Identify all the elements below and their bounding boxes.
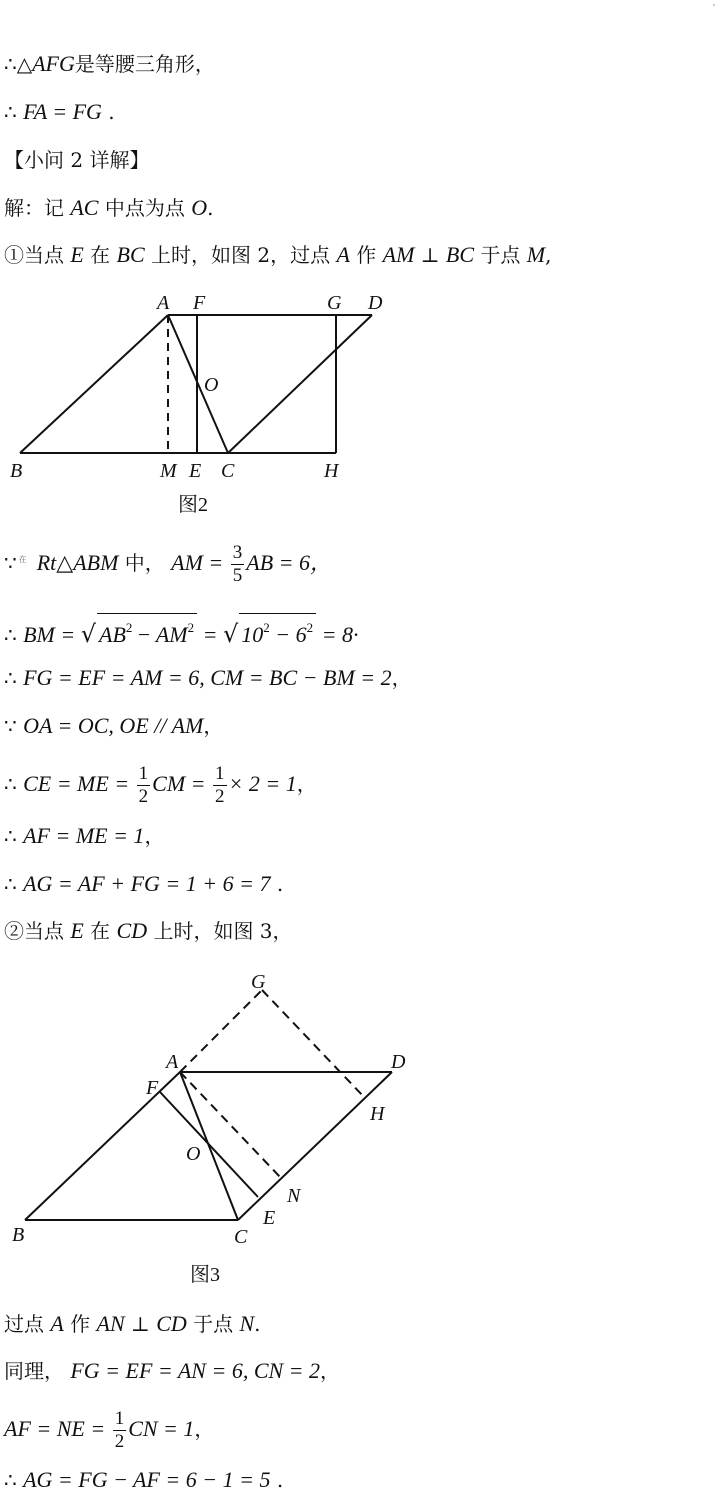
label-d: D bbox=[391, 1051, 406, 1073]
figure-3-caption: 图3 bbox=[190, 1264, 220, 1286]
segment-cd bbox=[238, 1072, 392, 1220]
label-b: B bbox=[12, 1224, 25, 1246]
label-d: D bbox=[368, 292, 383, 314]
label-a: A bbox=[166, 1051, 179, 1073]
segment-gh-dashed bbox=[262, 990, 364, 1097]
label-o: O bbox=[186, 1143, 201, 1165]
label-h: H bbox=[324, 460, 339, 482]
label-f: F bbox=[146, 1077, 159, 1099]
label-e: E bbox=[263, 1207, 276, 1229]
section-heading: 【小问 2 详解】 bbox=[4, 148, 150, 172]
line-oa-oc: ∵ OA = OC, OE // AM， bbox=[4, 713, 224, 738]
label-e: E bbox=[189, 460, 202, 482]
line-bm-value: ∴ BM = √ $AB^2 - AM^2$ = √ $10^2 - 6^2 = 8\cdot$ bbox=[4, 613, 358, 649]
label-h: H bbox=[370, 1103, 385, 1125]
label-m: M bbox=[160, 460, 177, 482]
label-n: N bbox=[287, 1185, 301, 1207]
label-g: G bbox=[251, 971, 266, 993]
line-am-value: ∵ $^在$ Rt△ABM 中， AM = $\frac{3}{5}$ AB = 6， bbox=[4, 542, 333, 586]
label-a: A bbox=[157, 292, 170, 314]
line-ce-me: ∴ CE = ME = $\frac{1}{2}$ CM = $\frac{1}{2}$ × 2 = 1， bbox=[4, 763, 317, 807]
line-triangle-isosceles: ∴△AFG是等腰三角形， bbox=[4, 51, 215, 76]
line-case-two: ②当点 E 在 CD 上时，如图 3， bbox=[4, 918, 293, 943]
line-case-one: ①当点 E 在 BC 上时，如图 2，过点 A 作 AM ⊥ BC 于点 M, bbox=[4, 242, 552, 267]
segment-ag-dashed bbox=[180, 990, 262, 1072]
line-fg-ef-am: ∴ FG = EF = AM = 6, CM = BC − BM = 2， bbox=[4, 665, 412, 690]
figure-3 bbox=[0, 960, 723, 1290]
label-f: F bbox=[193, 292, 206, 314]
line-af-ne: AF = NE = $\frac{1}{2}$ CN = 1， bbox=[4, 1408, 215, 1452]
line-similarly: 同理， FG = EF = AN = 6, CN = 2， bbox=[4, 1358, 341, 1383]
figure-2-caption: 图2 bbox=[178, 494, 208, 516]
line-ag-five: ∴ AG = FG − AF = 6 − 1 = 5 . bbox=[4, 1467, 284, 1492]
segment-cd bbox=[228, 315, 372, 453]
line-midpoint-definition: 解：记 AC 中点为点 O. bbox=[4, 195, 214, 220]
line-fa-eq-fg: ∴ FA = FG . bbox=[4, 99, 115, 124]
corner-mark bbox=[713, 4, 715, 6]
segment-fe bbox=[160, 1092, 258, 1197]
label-g: G bbox=[327, 292, 342, 314]
segment-ba bbox=[20, 315, 168, 453]
label-c: C bbox=[234, 1226, 248, 1248]
line-af-me: ∴ AF = ME = 1， bbox=[4, 823, 165, 848]
line-an-perp-cd: 过点 A 作 AN ⊥ CD 于点 N. bbox=[4, 1311, 261, 1336]
figure-2 bbox=[0, 285, 723, 515]
label-b: B bbox=[10, 460, 23, 482]
label-c: C bbox=[221, 460, 235, 482]
label-o: O bbox=[204, 374, 219, 396]
line-ag-seven: ∴ AG = AF + FG = 1 + 6 = 7 . bbox=[4, 871, 284, 896]
